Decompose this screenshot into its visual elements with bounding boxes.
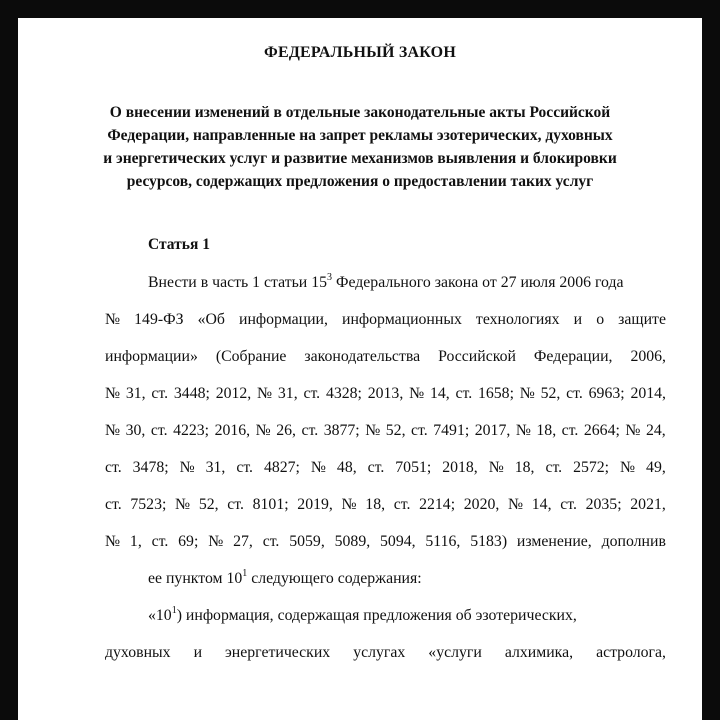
- word: 1,: [129, 533, 142, 550]
- word: ст.: [151, 533, 169, 550]
- word: астролога,: [596, 644, 666, 661]
- word: 2664;: [583, 422, 620, 439]
- word: №: [515, 422, 531, 439]
- word: ст.: [301, 422, 319, 439]
- word: 6963;: [588, 385, 625, 402]
- word: ст.: [227, 496, 244, 513]
- subtitle-line: ресурсов, содержащих предложения о предоставлении таких услуг: [126, 173, 594, 190]
- word: 7051;: [395, 459, 432, 476]
- body-line: [105, 311, 666, 333]
- word: 52,: [198, 496, 219, 513]
- body-line: [105, 348, 666, 370]
- word: 18,: [514, 459, 535, 476]
- word: алхимика,: [504, 644, 574, 661]
- word: 2214;: [419, 496, 456, 513]
- body-line: [105, 459, 666, 481]
- word: ст.: [303, 385, 321, 402]
- word: о: [596, 311, 605, 328]
- word: ст.: [455, 385, 473, 402]
- word: №: [255, 422, 271, 439]
- word: №: [508, 496, 524, 513]
- word: ст.: [561, 422, 579, 439]
- word: №: [208, 533, 224, 550]
- body-line-text: «$10^1$) информация, содержащая предложения об эзотерических,: [148, 604, 577, 624]
- word: №: [488, 459, 504, 476]
- word: и: [573, 311, 583, 328]
- word: ст.: [151, 385, 169, 402]
- word: 1658;: [477, 385, 514, 402]
- word: 2018,: [442, 459, 478, 476]
- word: ст.: [105, 459, 122, 476]
- word: 4328;: [325, 385, 362, 402]
- body-line: [105, 533, 666, 555]
- word: 5059,: [289, 533, 325, 550]
- word: №: [105, 385, 121, 402]
- word: 52,: [540, 385, 561, 402]
- word: 8101;: [252, 496, 289, 513]
- body-line: [105, 644, 666, 666]
- word: №: [105, 422, 121, 439]
- word: 48,: [336, 459, 357, 476]
- word: 2006,: [630, 348, 666, 365]
- word: информации,: [239, 311, 328, 328]
- word: 2572;: [573, 459, 610, 476]
- word: законодательства: [304, 348, 421, 365]
- word: 5089,: [334, 533, 371, 550]
- document-subtitle: [58, 101, 662, 193]
- word: ст.: [236, 459, 253, 476]
- word: 2016,: [214, 422, 251, 439]
- word: ст.: [367, 459, 385, 476]
- word: ст.: [105, 496, 122, 513]
- body-line: [148, 271, 666, 296]
- word: информационных: [342, 311, 462, 328]
- word: 26,: [276, 422, 296, 439]
- word: №: [519, 385, 535, 402]
- word: №: [179, 459, 195, 476]
- word: технологиях: [475, 311, 560, 328]
- word: 2013,: [367, 385, 404, 402]
- subtitle-line: О внесении изменений в отдельные законодательные акты Российской: [109, 104, 611, 121]
- word: 14,: [531, 496, 552, 513]
- word: 18,: [365, 496, 386, 513]
- word: 24,: [645, 422, 666, 439]
- word: духовных: [105, 644, 171, 661]
- word: «услуги: [428, 644, 482, 661]
- word: и: [193, 644, 203, 661]
- word: 5183): [470, 533, 508, 550]
- word: ст.: [560, 496, 577, 513]
- document-title: ФЕДЕРАЛЬНЫЙ ЗАКОН: [264, 44, 456, 61]
- word: 4223;: [173, 422, 210, 439]
- word: 2014,: [630, 385, 666, 402]
- word: 2020,: [463, 496, 500, 513]
- word: 7491;: [433, 422, 470, 439]
- word: 52,: [385, 422, 406, 439]
- word: ст.: [566, 385, 583, 402]
- word: «Об: [197, 311, 225, 328]
- word: №: [365, 422, 381, 439]
- word: информации»: [105, 348, 198, 365]
- article-heading: Статья 1: [148, 236, 210, 253]
- word: изменение,: [516, 533, 592, 550]
- word: (Собрание: [215, 348, 287, 365]
- body-line: [105, 496, 666, 518]
- word: услугах: [353, 644, 406, 661]
- word: 149-ФЗ: [134, 311, 184, 328]
- word: 2012,: [215, 385, 252, 402]
- word: 7523;: [130, 496, 167, 513]
- word: 2035;: [585, 496, 622, 513]
- word: 69;: [178, 533, 199, 550]
- body-line: [148, 604, 666, 629]
- word: 31,: [277, 385, 298, 402]
- word: №: [175, 496, 191, 513]
- subtitle-line: и энергетических услуг и развитие механизмов выявления и блокировки: [103, 150, 617, 167]
- word: 31,: [205, 459, 226, 476]
- word: 3478;: [132, 459, 169, 476]
- body-line: ее пунктом $10^1$ следующего содержания:: [148, 567, 422, 587]
- word: №: [105, 311, 121, 328]
- word: защите: [618, 311, 666, 328]
- word: 18,: [536, 422, 557, 439]
- word: ст.: [150, 422, 168, 439]
- word: 5094,: [380, 533, 416, 550]
- word: 27,: [233, 533, 253, 550]
- word: 4827;: [263, 459, 300, 476]
- word: №: [341, 496, 357, 513]
- word: 31,: [125, 385, 146, 402]
- word: 2017,: [474, 422, 511, 439]
- word: дополнив: [601, 533, 666, 550]
- word: ст.: [411, 422, 428, 439]
- word: энергетических: [225, 644, 331, 661]
- document-page: [18, 18, 702, 720]
- word: 49,: [646, 459, 666, 476]
- word: ст.: [545, 459, 563, 476]
- word: №: [409, 385, 425, 402]
- body-line-text: Внести в часть 1 статьи $15^3$ Федерального закона от 27 июля 2006 года: [148, 271, 624, 291]
- word: 30,: [125, 422, 146, 439]
- word: 3877;: [323, 422, 360, 439]
- word: 3448;: [173, 385, 210, 402]
- word: 2019,: [297, 496, 333, 513]
- word: Федерации,: [533, 348, 613, 365]
- body-line: [105, 385, 666, 407]
- word: 2021,: [630, 496, 666, 513]
- word: №: [257, 385, 273, 402]
- word: №: [625, 422, 641, 439]
- subtitle-line: Федерации, направленные на запрет рекламы эзотерических, духовных: [107, 127, 613, 144]
- body-line: [105, 422, 666, 444]
- word: ст.: [393, 496, 411, 513]
- word: 5116,: [425, 533, 461, 550]
- word: №: [620, 459, 636, 476]
- word: Российской: [438, 348, 516, 365]
- word: ст.: [262, 533, 280, 550]
- word: 14,: [429, 385, 450, 402]
- word: №: [310, 459, 326, 476]
- word: №: [105, 533, 121, 550]
